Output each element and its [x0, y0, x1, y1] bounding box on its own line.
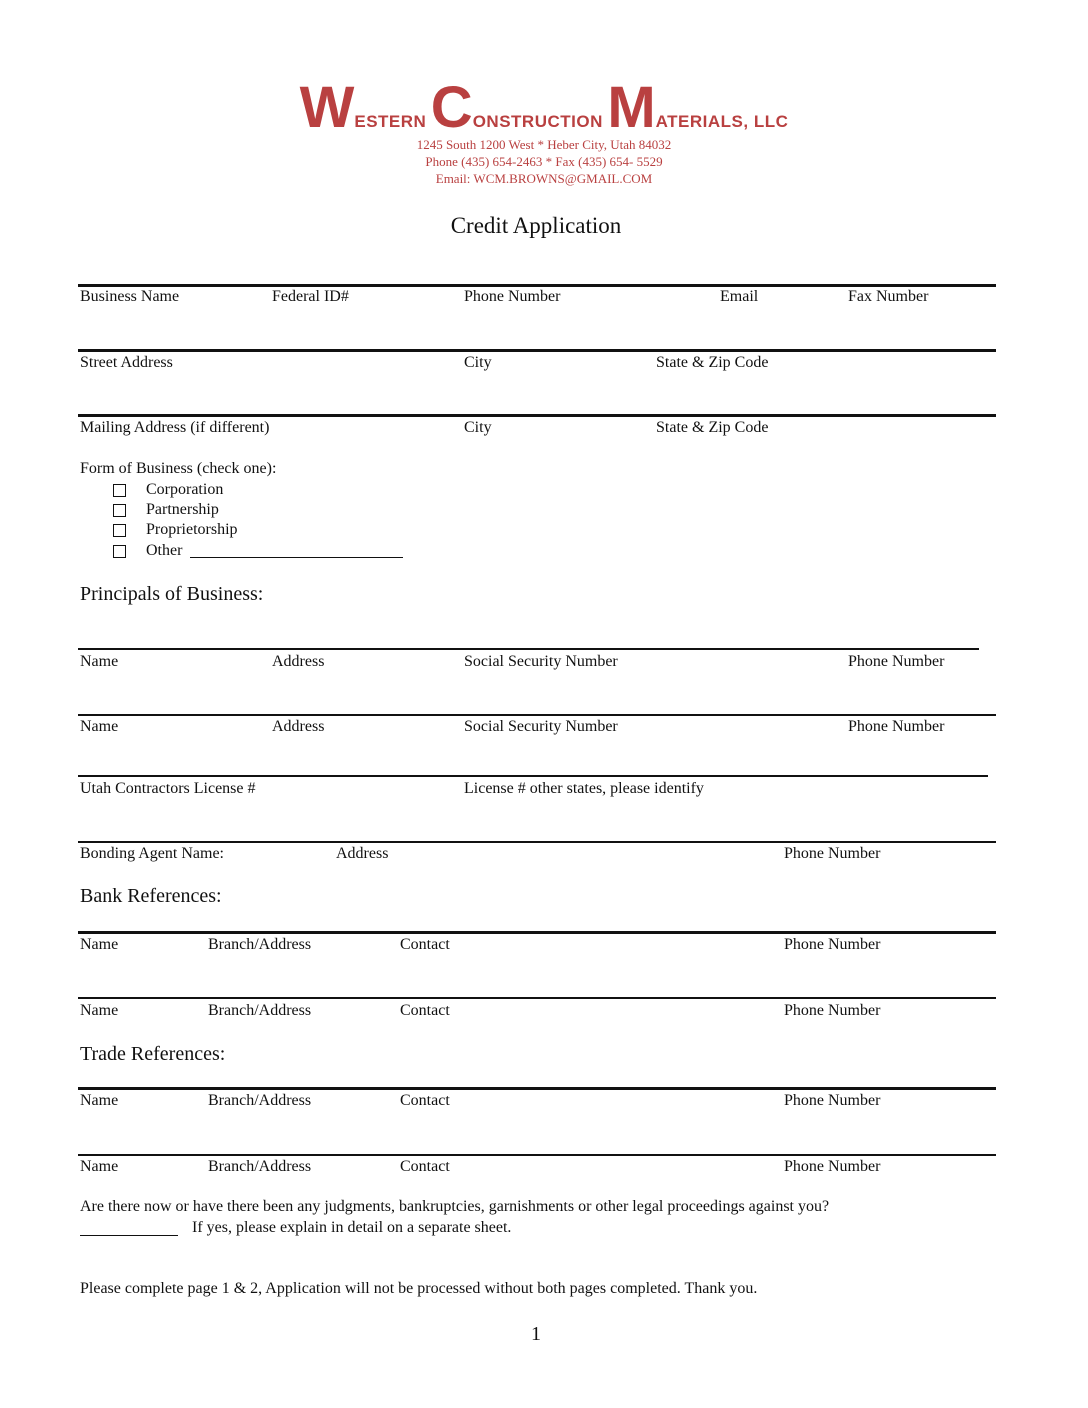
option-other[interactable]: Other	[113, 542, 182, 560]
utah-license-label: Utah Contractors License #	[80, 780, 256, 797]
divider	[78, 349, 996, 352]
option-partnership[interactable]: Partnership	[113, 501, 219, 519]
mailing-state-zip-label: State & Zip Code	[656, 419, 769, 436]
trade-contact-label: Contact	[400, 1158, 450, 1175]
principal-phone-label: Phone Number	[848, 718, 945, 735]
email-label: Email	[720, 288, 759, 305]
checkbox[interactable]	[113, 504, 126, 517]
trade-phone-label: Phone Number	[784, 1092, 881, 1109]
principal-address-label: Address	[272, 653, 325, 670]
logo-letter-w: W	[299, 75, 355, 140]
bank-references-heading: Bank References:	[80, 885, 222, 907]
legal-explain-note: If yes, please explain in detail on a separate sheet.	[192, 1219, 512, 1236]
divider	[78, 648, 979, 650]
option-proprietorship[interactable]: Proprietorship	[113, 521, 238, 539]
other-license-label: License # other states, please identify	[464, 780, 704, 797]
trade-branch-label: Branch/Address	[208, 1158, 312, 1175]
state-zip-label: State & Zip Code	[656, 354, 769, 371]
federal-id-label: Federal ID#	[272, 288, 349, 305]
principal-name-label: Name	[80, 718, 119, 735]
bank-branch-label: Branch/Address	[208, 936, 312, 953]
company-logo	[0, 74, 1088, 141]
mailing-city-label: City	[464, 419, 492, 436]
principal-ssn-label: Social Security Number	[464, 653, 618, 670]
legal-question: Are there now or have there been any judgments, bankruptcies, garnishments or other legal proceedings against you?	[80, 1198, 830, 1215]
trade-contact-label: Contact	[400, 1092, 450, 1109]
mailing-address-label: Mailing Address (if different)	[80, 419, 270, 436]
trade-branch-label: Branch/Address	[208, 1092, 312, 1109]
bonding-agent-label: Bonding Agent Name:	[80, 845, 224, 862]
divider	[78, 1154, 996, 1156]
company-email: Email: WCM.BROWNS@GMAIL.COM	[435, 171, 653, 186]
business-name-label: Business Name	[80, 288, 180, 305]
fax-number-label: Fax Number	[848, 288, 929, 305]
city-label: City	[464, 354, 492, 371]
logo-text-aterials: ATERIALS, LLC	[655, 112, 789, 131]
logo-letter-c: C	[430, 75, 473, 140]
divider	[78, 997, 996, 999]
other-fill-line[interactable]	[190, 557, 403, 558]
principals-heading: Principals of Business:	[80, 583, 264, 605]
bank-name-label: Name	[80, 936, 119, 953]
legal-answer-fill-line[interactable]	[80, 1235, 178, 1236]
principal-name-label: Name	[80, 653, 119, 670]
bonding-phone-label: Phone Number	[784, 845, 881, 862]
checkbox[interactable]	[113, 524, 126, 537]
company-phone-fax: Phone (435) 654-2463 * Fax (435) 654- 5529	[425, 154, 663, 169]
logo-letter-m: M	[607, 75, 656, 140]
divider	[78, 1087, 996, 1090]
bank-phone-label: Phone Number	[784, 936, 881, 953]
principal-ssn-label: Social Security Number	[464, 718, 618, 735]
company-address: 1245 South 1200 West * Heber City, Utah 84032	[416, 137, 672, 152]
bank-phone-label: Phone Number	[784, 1002, 881, 1019]
divider	[78, 714, 996, 716]
divider	[78, 775, 988, 777]
divider	[78, 841, 996, 843]
page-number: 1	[531, 1323, 541, 1345]
checkbox[interactable]	[113, 484, 126, 497]
checkbox[interactable]	[113, 545, 126, 558]
logo-text-onstruction: ONSTRUCTION	[472, 112, 603, 131]
form-of-business-heading: Form of Business (check one):	[80, 460, 277, 477]
trade-references-heading: Trade References:	[80, 1043, 226, 1065]
phone-number-label: Phone Number	[464, 288, 561, 305]
bank-contact-label: Contact	[400, 936, 450, 953]
divider	[78, 284, 996, 287]
trade-name-label: Name	[80, 1158, 119, 1175]
principal-phone-label: Phone Number	[848, 653, 945, 670]
bank-branch-label: Branch/Address	[208, 1002, 312, 1019]
bank-name-label: Name	[80, 1002, 119, 1019]
option-corporation[interactable]: Corporation	[113, 481, 223, 499]
logo-text-estern: ESTERN	[354, 112, 427, 131]
trade-phone-label: Phone Number	[784, 1158, 881, 1175]
divider	[78, 931, 996, 934]
closing-note: Please complete page 1 & 2, Application will not be processed without both pages completed. Thank you.	[80, 1280, 758, 1297]
trade-name-label: Name	[80, 1092, 119, 1109]
page-title: Credit Application	[450, 213, 622, 238]
bonding-address-label: Address	[336, 845, 389, 862]
street-address-label: Street Address	[80, 354, 173, 371]
divider	[78, 414, 996, 417]
principal-address-label: Address	[272, 718, 325, 735]
bank-contact-label: Contact	[400, 1002, 450, 1019]
